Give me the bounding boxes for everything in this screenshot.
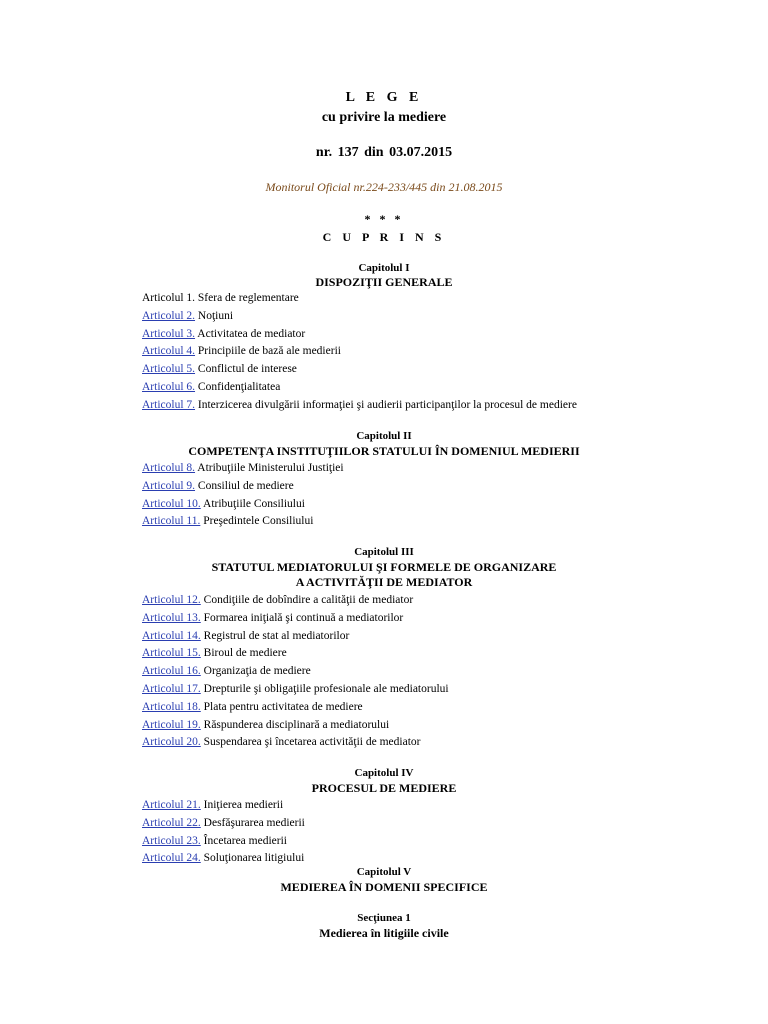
article-title: Drepturile şi obligaţiile profesionale ale mediatorului (203, 683, 449, 695)
article-link[interactable]: Articolul 2. (142, 309, 196, 322)
article-title: Consiliul de mediere (197, 479, 294, 492)
toc-article-row (142, 291, 299, 305)
toc-article-row (142, 380, 280, 394)
article-link[interactable]: Articolul 9. (142, 479, 196, 492)
article-link[interactable]: Articolul 18. (142, 700, 201, 713)
toc-article-row (142, 611, 403, 625)
article-link[interactable]: Articolul 17. (142, 683, 201, 695)
chapter-label: Capitolul II (356, 430, 412, 442)
chapter-label: Capitolul III (354, 546, 414, 558)
chapter-name: A ACTIVITĂŢII DE MEDIATOR (295, 575, 473, 589)
official-gazette-reference: Monitorul Oficial nr.224-233/445 din 21.08.2015 (265, 180, 503, 194)
article-title: Confidenţialitatea (197, 381, 281, 393)
article-link[interactable]: Articolul 22. (142, 816, 201, 829)
chapter-name: DISPOZIŢII GENERALE (315, 275, 453, 289)
toc-article-row (142, 816, 305, 830)
article-link[interactable]: Articolul 24. (142, 852, 201, 865)
article-title: Noţiuni (197, 309, 234, 322)
law-number: nr. 137 din 03.07.2015 (315, 145, 453, 160)
chapter-name: MEDIEREA ÎN DOMENII SPECIFICE (280, 880, 488, 894)
toc-article-row (142, 700, 363, 714)
law-subtitle: cu privire la mediere (321, 110, 447, 125)
section-name: Medierea în litigiile civile (319, 926, 449, 940)
toc-article-row (142, 309, 233, 323)
toc-article-row (142, 646, 287, 660)
toc-article-row (142, 497, 305, 511)
toc-article-row (142, 735, 420, 749)
article-title: Organizaţia de mediere (203, 665, 311, 678)
article-link[interactable]: Articolul 5. (142, 363, 196, 376)
toc-article-row (142, 718, 389, 732)
article-title: Interzicerea divulgării informaţiei şi audierii participanţilor la procesul de mediere (197, 398, 577, 411)
chapter-name: STATUTUL MEDIATORULUI ŞI FORMELE DE ORGANIZARE (211, 560, 557, 574)
article-link[interactable]: Articolul 21. (142, 799, 201, 811)
toc-article-row (142, 327, 305, 341)
article-title: Plata pentru activitatea de mediere (203, 700, 363, 713)
chapter-name: COMPETENŢA INSTITUŢIILOR STATULUI ÎN DOMENIUL MEDIERII (188, 444, 580, 458)
toc-article-row (142, 798, 283, 812)
article-link[interactable]: Articolul 12. (142, 594, 201, 606)
separator-stars: * * * (364, 212, 404, 226)
chapter-label: Capitolul V (356, 866, 412, 878)
article-title: Încetarea medierii (203, 834, 287, 847)
chapter-label: Capitolul IV (354, 767, 414, 779)
toc-article-row (142, 398, 577, 412)
article-title: Conflictul de interese (197, 363, 297, 376)
toc-article-row (142, 834, 287, 848)
article-link[interactable]: Articolul 3. (142, 327, 196, 340)
article-title: Răspunderea disciplinară a mediatorului (203, 718, 390, 731)
article-link[interactable]: Articolul 20. (142, 736, 201, 749)
toc-article-row (142, 461, 344, 475)
article-title: Formarea iniţială şi continuă a mediatorilor (203, 611, 404, 624)
article-title: Iniţierea medierii (203, 799, 284, 811)
toc-article-row (142, 682, 449, 696)
toc-article-row (142, 593, 413, 607)
article-link[interactable]: Articolul 14. (142, 629, 201, 642)
article-link[interactable]: Articolul 23. (142, 834, 201, 847)
toc-article-row (142, 629, 349, 643)
toc-article-row (142, 664, 311, 678)
article-title: Registrul de stat al mediatorilor (203, 629, 350, 642)
article-title: Atribuţiile Consiliului (203, 497, 305, 510)
toc-article-row (142, 514, 313, 528)
article-link[interactable]: Articolul 4. (142, 345, 196, 358)
chapter-name: PROCESUL DE MEDIERE (311, 781, 457, 795)
article-link[interactable]: Articolul 19. (142, 718, 201, 731)
article-title: Atribuţiile Ministerului Justiţiei (197, 462, 344, 474)
law-title: L E G E (345, 90, 423, 105)
article-link[interactable]: Articolul 7. (142, 398, 196, 411)
article-link[interactable]: Articolul 16. (142, 665, 201, 678)
article-link[interactable]: Articolul 15. (142, 647, 201, 660)
article-title: Suspendarea şi încetarea activităţii de mediator (203, 736, 421, 749)
article-title: Preşedintele Consiliului (203, 515, 314, 528)
article-title: Biroul de mediere (203, 647, 287, 660)
article-title: Activitatea de mediator (197, 327, 306, 340)
article-link[interactable]: Articolul 10. (142, 497, 201, 510)
chapter-label: Capitolul I (358, 262, 410, 274)
article-title: Desfăşurarea medierii (203, 816, 305, 829)
toc-article-row (142, 851, 304, 865)
article-link[interactable]: Articolul 6. (142, 381, 196, 393)
article-title: Condiţiile de dobîndire a calităţii de mediator (203, 594, 414, 606)
article-link[interactable]: Articolul 13. (142, 611, 201, 624)
article-number: Articolul 1. (142, 292, 196, 304)
article-title: Sfera de reglementare (197, 292, 299, 304)
contents-title: C U P R I N S (322, 230, 446, 244)
article-title: Principiile de bază ale medierii (197, 345, 341, 358)
article-title: Soluţionarea litigiului (203, 852, 305, 865)
section-label: Secţiunea 1 (357, 912, 411, 924)
article-link[interactable]: Articolul 11. (142, 515, 201, 528)
toc-article-row (142, 344, 341, 358)
toc-article-row (142, 479, 294, 493)
toc-article-row (142, 362, 297, 376)
article-link[interactable]: Articolul 8. (142, 462, 196, 474)
